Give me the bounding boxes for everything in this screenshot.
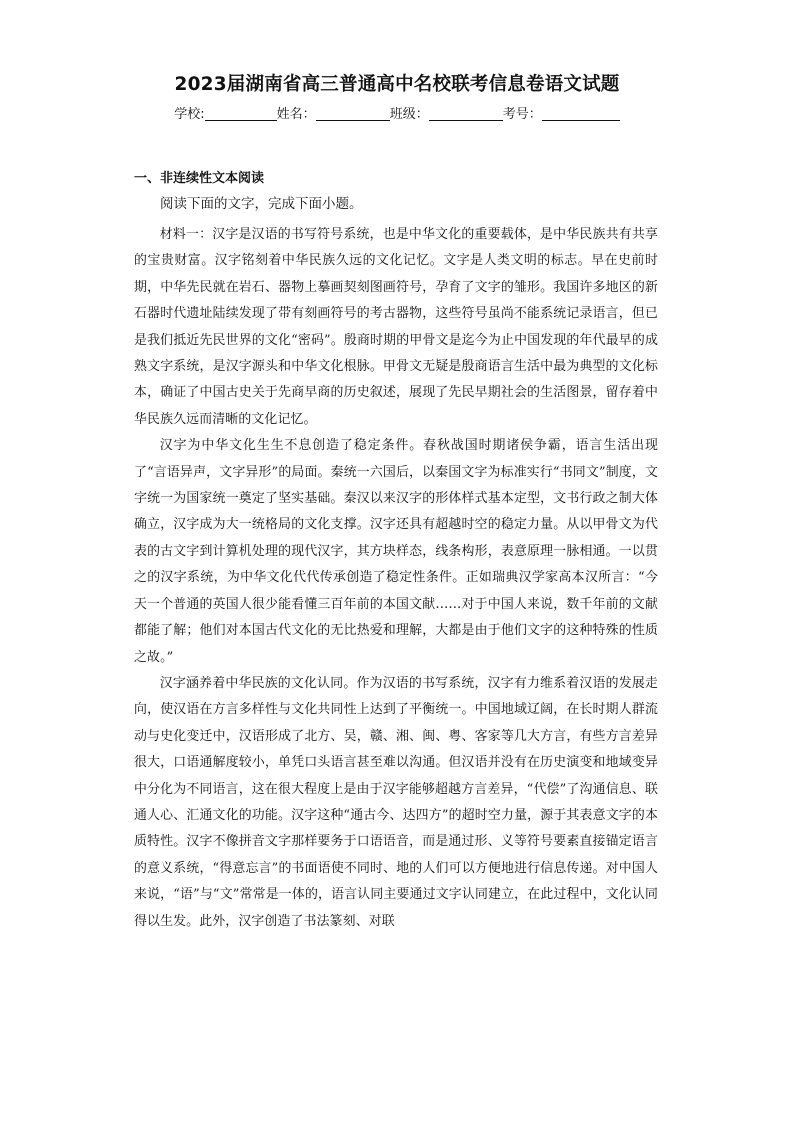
exam-no-label: 考号： (502, 107, 542, 122)
name-label: 姓名： (276, 107, 316, 122)
section-heading: 一、非连续性文本阅读 (134, 171, 265, 186)
passage-paragraph-1: 材料一：汉字是汉语的书写符号系统，也是中华文化的重要载体，是中华民族共有共享的宝贵财富。汉字铭刻着中华民族久远的文化记忆。文字是人类文明的标志。早在史前时期，中华先民就在岩石、器物上摹画契刻图画符号，孕育了文字的雏形。我国许多地区的新石器时代遗址陆续发现了带有刻画符号的考古器物，这些符号虽尚不能系统记录语言，但已是我们抵近先民世界的文化“密码”。殷商时期的甲骨文是迄今为止中国发现的年代最早的成熟文字系统，是汉字源头和中华文化根脉。甲骨文无疑是殷商语言生活中最为典型的文化标本，确证了中国古史关于先商早商的历史叙述，展现了先民早期社会的生活图景，留存着中华民族久远而清晰的文化记忆。 (134, 227, 658, 427)
name-blank[interactable] (316, 106, 390, 121)
instruction-text: 阅读下面的文字，完成下面小题。 (160, 196, 363, 212)
passage-paragraph-3: 汉字涵养着中华民族的文化认同。作为汉语的书写系统，汉字有力维系着汉语的发展走向，使汉语在方言多样性与文化共同性上达到了平衡统一。中国地域辽阔，在长时期人群流动与史化变迁中，汉语形成了北方、吴，赣、湘、闽、粤、客家等几大方言，有些方言差异很大，口语通解度较小，单凭口头语言甚至难以沟通。但汉语并没有在历史演变和地域变异中分化为不同语言，这在很大程度上是由于汉字能够超越方言差异，“代偿”了沟通信息、联通人心、汇通文化的功能。汉字这种“通古今、达四方”的超时空力量，源于其表意文字的本质特性。汉字不像拼音文字那样要务于口语语音，而是通过形、义等符号要素直接锚定语言的意义系统，“得意忘言”的书面语使不同时、地的人们可以方便地进行信息传递。对中国人来说，“语”与“文”常常是一体的，语言认同主要通过文字认同建立，在此过程中，文化认同得以生发。此外，汉字创造了书法篆刻、对联 (134, 675, 658, 929)
passage-paragraph-2: 汉字为中华文化生生不息创造了稳定条件。春秋战国时期诸侯争霸，语言生活出现了“言语异声，文字异形”的局面。秦统一六国后，以秦国文字为标准实行“书同文”制度，文字统一为国家统一奠定了坚实基础。秦汉以来汉字的形体样式基本定型，文书行政之制大体确立，汉字成为大一统格局的文化支撑。汉字还具有超越时空的稳定力量。从以甲骨文为代表的古文字到计算机处理的现代汉字，其方块样态，线条构形，表意原理一脉相通。一以贯之的汉字系统，为中华文化代代传承创造了稳定性条件。正如瑞典汉学家高本汉所言：“今天一个普通的英国人很少能看懂三百年前的本国文献……对于中国人来说，数千年前的文献都能了解；他们对本国古代文化的无比热爱和理解，大都是由于他们文字的这种特殊的性质之故。” (134, 438, 658, 665)
passage-body (134, 222, 658, 935)
class-blank[interactable] (429, 106, 503, 121)
class-label: 班级： (389, 107, 429, 122)
student-info-line (0, 103, 794, 122)
school-blank[interactable] (205, 106, 277, 121)
exam-title: 2023届湖南省高三普通高中名校联考信息卷语文试题 (174, 74, 620, 95)
exam-no-blank[interactable] (542, 106, 620, 121)
school-label: 学校: (174, 107, 205, 122)
